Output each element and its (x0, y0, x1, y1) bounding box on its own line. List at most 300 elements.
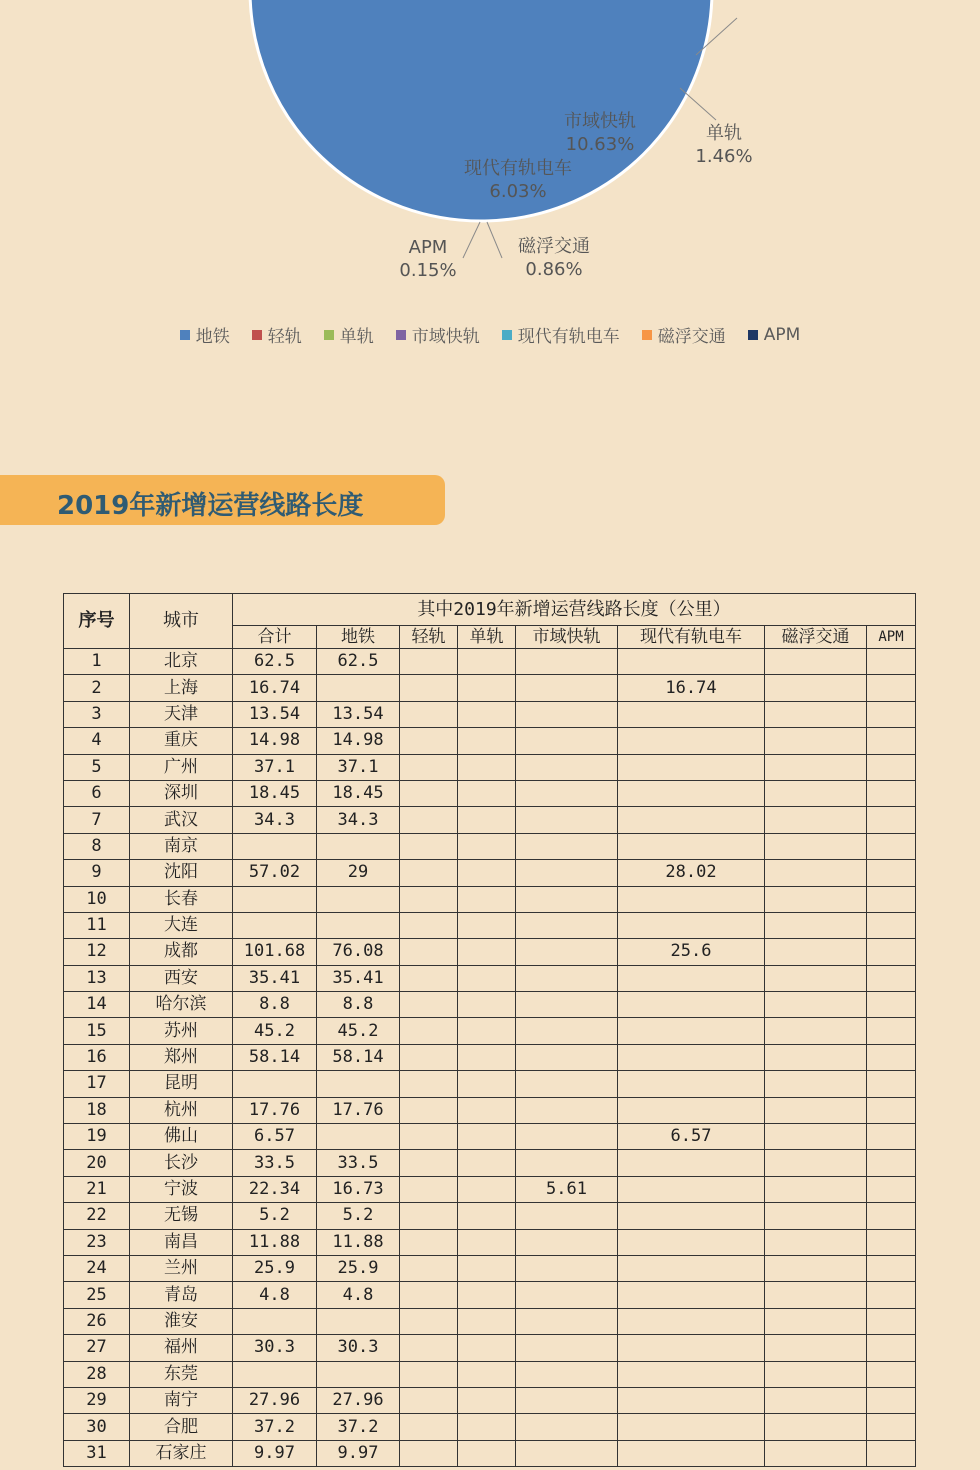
table-cell: 8.8 (317, 992, 400, 1018)
row-city: 武汉 (130, 807, 233, 833)
table-cell: 18.45 (317, 780, 400, 806)
table-cell: 25.9 (233, 1255, 317, 1281)
table-cell: 6.57 (618, 1124, 765, 1150)
table-row (64, 1071, 916, 1097)
table-cell (867, 1361, 916, 1387)
table-cell (458, 1255, 516, 1281)
table-cell (867, 1150, 916, 1176)
legend-label: 地铁 (195, 327, 230, 347)
table-cell (458, 675, 516, 701)
table-cell (458, 992, 516, 1018)
table-cell (765, 1440, 867, 1466)
table-cell (765, 1414, 867, 1440)
table-cell: 37.1 (233, 754, 317, 780)
row-city: 昆明 (130, 1071, 233, 1097)
table-cell (867, 780, 916, 806)
table-row (64, 1361, 916, 1387)
table-cell: 5.2 (233, 1203, 317, 1229)
data-table-wrapper (63, 593, 916, 1467)
row-index: 6 (64, 780, 130, 806)
table-row (64, 675, 916, 701)
table-cell (400, 649, 458, 675)
table-cell (765, 807, 867, 833)
table-cell (458, 886, 516, 912)
table-row (64, 886, 916, 912)
table-cell (516, 1414, 618, 1440)
table-cell (765, 1097, 867, 1123)
table-cell (765, 1044, 867, 1070)
table-cell: 28.02 (618, 860, 765, 886)
table-cell (317, 912, 400, 938)
table-cell (618, 1229, 765, 1255)
table-cell (618, 1150, 765, 1176)
table-cell: 45.2 (317, 1018, 400, 1044)
table-cell (458, 912, 516, 938)
table-cell (867, 1071, 916, 1097)
table-cell: 22.34 (233, 1176, 317, 1202)
table-cell (867, 1124, 916, 1150)
table-cell (400, 1229, 458, 1255)
table-cell (765, 939, 867, 965)
row-index: 30 (64, 1414, 130, 1440)
table-row (64, 1124, 916, 1150)
table-cell (516, 1071, 618, 1097)
table-cell (765, 860, 867, 886)
table-cell: 35.41 (317, 965, 400, 991)
table-cell (458, 939, 516, 965)
table-row (64, 992, 916, 1018)
row-city: 上海 (130, 675, 233, 701)
row-index: 4 (64, 728, 130, 754)
table-cell (317, 1308, 400, 1334)
table-cell (458, 649, 516, 675)
table-cell (618, 1203, 765, 1229)
table-cell: 33.5 (233, 1150, 317, 1176)
table-cell (458, 1414, 516, 1440)
table-row (64, 1255, 916, 1281)
table-cell (458, 780, 516, 806)
table-cell (765, 1229, 867, 1255)
table-cell: 5.2 (317, 1203, 400, 1229)
table-cell: 45.2 (233, 1018, 317, 1044)
table-cell (458, 1097, 516, 1123)
table-cell (765, 1176, 867, 1202)
table-cell (867, 807, 916, 833)
table-cell: 16.73 (317, 1176, 400, 1202)
table-cell (400, 965, 458, 991)
column-header: 现代有轨电车 (618, 626, 765, 649)
row-city: 天津 (130, 701, 233, 727)
table-cell (516, 992, 618, 1018)
table-cell (458, 1203, 516, 1229)
row-city: 合肥 (130, 1414, 233, 1440)
table-cell (400, 1255, 458, 1281)
column-header: APM (867, 626, 916, 649)
column-header: 地铁 (317, 626, 400, 649)
table-cell: 16.74 (233, 675, 317, 701)
leader-line-maglev (487, 222, 502, 258)
table-cell: 27.96 (317, 1387, 400, 1413)
row-index: 7 (64, 807, 130, 833)
table-cell (618, 1097, 765, 1123)
row-city: 长沙 (130, 1150, 233, 1176)
row-city: 北京 (130, 649, 233, 675)
table-cell (400, 860, 458, 886)
table-cell (458, 1335, 516, 1361)
legend-item (180, 322, 230, 347)
table-row (64, 1203, 916, 1229)
table-cell: 76.08 (317, 939, 400, 965)
table-cell: 4.8 (233, 1282, 317, 1308)
table-cell: 35.41 (233, 965, 317, 991)
table-cell (618, 754, 765, 780)
legend-label: 市域快轨 (411, 327, 480, 347)
table-cell: 34.3 (317, 807, 400, 833)
label-monorail-name: 单轨 (706, 123, 742, 144)
row-city: 兰州 (130, 1255, 233, 1281)
table-cell (867, 701, 916, 727)
row-city: 深圳 (130, 780, 233, 806)
table-cell (458, 1150, 516, 1176)
table-cell (516, 1229, 618, 1255)
row-index: 23 (64, 1229, 130, 1255)
label-suburban-rail-name: 市域快轨 (564, 111, 636, 132)
row-city: 西安 (130, 965, 233, 991)
table-cell (516, 1203, 618, 1229)
table-cell: 33.5 (317, 1150, 400, 1176)
table-cell (400, 1308, 458, 1334)
table-cell (233, 833, 317, 859)
legend-item (748, 322, 801, 347)
legend-label: APM (763, 324, 801, 345)
table-cell: 30.3 (317, 1335, 400, 1361)
row-city: 淮安 (130, 1308, 233, 1334)
table-cell (765, 1150, 867, 1176)
table-cell (400, 1176, 458, 1202)
table-cell (618, 1255, 765, 1281)
table-row (64, 649, 916, 675)
row-city: 郑州 (130, 1044, 233, 1070)
table-row (64, 1414, 916, 1440)
table-cell (765, 1282, 867, 1308)
table-cell (516, 886, 618, 912)
table-cell (400, 1414, 458, 1440)
leader-line-apm (463, 222, 480, 258)
row-city: 沈阳 (130, 860, 233, 886)
row-city: 杭州 (130, 1097, 233, 1123)
table-cell (867, 1282, 916, 1308)
table-row (64, 1282, 916, 1308)
table-cell (458, 1282, 516, 1308)
table-cell (458, 1361, 516, 1387)
legend-swatch (396, 330, 406, 340)
table-row (64, 780, 916, 806)
row-city: 无锡 (130, 1203, 233, 1229)
table-cell (516, 701, 618, 727)
legend-item (502, 322, 620, 347)
table-cell: 9.97 (317, 1440, 400, 1466)
table-cell (516, 1255, 618, 1281)
row-index: 19 (64, 1124, 130, 1150)
row-index: 1 (64, 649, 130, 675)
table-cell (765, 1071, 867, 1097)
label-maglev-name: 磁浮交通 (518, 236, 590, 257)
table-row (64, 728, 916, 754)
table-cell (400, 1018, 458, 1044)
table-cell (516, 1387, 618, 1413)
legend-swatch (252, 330, 262, 340)
row-city: 东莞 (130, 1361, 233, 1387)
table-cell (618, 701, 765, 727)
label-apm-pct: 0.15% (399, 260, 457, 281)
table-cell: 37.2 (317, 1414, 400, 1440)
data-table (63, 593, 916, 1467)
table-cell (618, 886, 765, 912)
table-cell (618, 807, 765, 833)
table-cell (618, 1176, 765, 1202)
table-cell: 25.9 (317, 1255, 400, 1281)
table-cell (765, 1387, 867, 1413)
row-city: 宁波 (130, 1176, 233, 1202)
legend-label: 磁浮交通 (657, 327, 726, 347)
label-apm-name: APM (408, 237, 448, 258)
table-row (64, 1387, 916, 1413)
table-row (64, 754, 916, 780)
table-cell (400, 939, 458, 965)
table-cell (458, 701, 516, 727)
table-cell (458, 1229, 516, 1255)
row-index: 27 (64, 1335, 130, 1361)
table-cell (400, 701, 458, 727)
table-cell: 11.88 (317, 1229, 400, 1255)
row-index: 29 (64, 1387, 130, 1413)
table-cell (400, 1150, 458, 1176)
table-cell (516, 649, 618, 675)
table-cell (400, 1361, 458, 1387)
table-cell (317, 886, 400, 912)
table-cell (867, 965, 916, 991)
table-cell (400, 992, 458, 1018)
table-cell (618, 1018, 765, 1044)
row-city: 苏州 (130, 1018, 233, 1044)
chart-legend (0, 322, 980, 347)
table-row (64, 807, 916, 833)
table-cell (458, 1440, 516, 1466)
table-cell (400, 1044, 458, 1070)
table-cell (400, 728, 458, 754)
table-cell: 57.02 (233, 860, 317, 886)
table-row (64, 939, 916, 965)
column-header: 磁浮交通 (765, 626, 867, 649)
legend-swatch (502, 330, 512, 340)
table-row (64, 1308, 916, 1334)
table-row (64, 1044, 916, 1070)
table-cell: 58.14 (317, 1044, 400, 1070)
table-cell (867, 1229, 916, 1255)
table-row (64, 965, 916, 991)
row-index: 22 (64, 1203, 130, 1229)
table-cell (458, 754, 516, 780)
legend-item (324, 322, 374, 347)
table-cell (867, 833, 916, 859)
table-cell (867, 939, 916, 965)
row-index: 8 (64, 833, 130, 859)
table-cell: 58.14 (233, 1044, 317, 1070)
row-city: 长春 (130, 886, 233, 912)
table-cell: 8.8 (233, 992, 317, 1018)
row-index: 28 (64, 1361, 130, 1387)
table-cell (516, 728, 618, 754)
table-cell (516, 912, 618, 938)
table-cell (400, 886, 458, 912)
table-cell (867, 1203, 916, 1229)
legend-swatch (324, 330, 334, 340)
table-cell (867, 1097, 916, 1123)
table-cell: 14.98 (317, 728, 400, 754)
label-tram-pct: 6.03% (489, 181, 547, 202)
legend-label: 轻轨 (267, 327, 302, 347)
table-cell (458, 1124, 516, 1150)
table-cell (400, 1071, 458, 1097)
table-cell (867, 1044, 916, 1070)
row-index: 9 (64, 860, 130, 886)
table-row (64, 833, 916, 859)
table-cell (867, 1335, 916, 1361)
table-cell (317, 1071, 400, 1097)
table-cell: 37.2 (233, 1414, 317, 1440)
row-city: 南京 (130, 833, 233, 859)
table-cell (618, 965, 765, 991)
table-cell (618, 1044, 765, 1070)
table-cell (867, 860, 916, 886)
table-cell (516, 1097, 618, 1123)
table-cell (317, 833, 400, 859)
table-cell (400, 1203, 458, 1229)
table-cell (516, 1440, 618, 1466)
table-cell (618, 1071, 765, 1097)
table-cell (516, 1124, 618, 1150)
table-cell (618, 1282, 765, 1308)
table-cell: 14.98 (233, 728, 317, 754)
table-row (64, 912, 916, 938)
row-index: 31 (64, 1440, 130, 1466)
table-row (64, 1229, 916, 1255)
row-index: 25 (64, 1282, 130, 1308)
table-cell (618, 1361, 765, 1387)
table-cell (458, 807, 516, 833)
table-cell (765, 1361, 867, 1387)
table-cell (516, 939, 618, 965)
table-cell (458, 860, 516, 886)
table-cell (516, 807, 618, 833)
table-cell (765, 1018, 867, 1044)
table-cell: 27.96 (233, 1387, 317, 1413)
table-cell: 101.68 (233, 939, 317, 965)
table-cell (458, 1018, 516, 1044)
table-cell (400, 1282, 458, 1308)
table-cell: 13.54 (233, 701, 317, 727)
table-cell: 62.5 (317, 649, 400, 675)
table-cell: 5.61 (516, 1176, 618, 1202)
table-cell (618, 1414, 765, 1440)
table-cell: 30.3 (233, 1335, 317, 1361)
row-index: 24 (64, 1255, 130, 1281)
table-cell (618, 992, 765, 1018)
table-cell: 17.76 (317, 1097, 400, 1123)
table-row (64, 1440, 916, 1466)
row-city: 大连 (130, 912, 233, 938)
row-city: 成都 (130, 939, 233, 965)
table-cell (765, 912, 867, 938)
table-cell (867, 675, 916, 701)
table-cell (400, 1387, 458, 1413)
row-city: 南昌 (130, 1229, 233, 1255)
row-index: 20 (64, 1150, 130, 1176)
table-cell (400, 833, 458, 859)
table-cell: 4.8 (317, 1282, 400, 1308)
row-city: 石家庄 (130, 1440, 233, 1466)
table-cell: 18.45 (233, 780, 317, 806)
table-cell (516, 860, 618, 886)
row-index: 21 (64, 1176, 130, 1202)
table-cell (233, 912, 317, 938)
table-cell (765, 1335, 867, 1361)
table-cell (516, 1150, 618, 1176)
table-cell: 29 (317, 860, 400, 886)
row-city: 南宁 (130, 1387, 233, 1413)
legend-swatch (180, 330, 190, 340)
legend-item (252, 322, 302, 347)
table-cell (765, 1124, 867, 1150)
table-cell (765, 1203, 867, 1229)
table-cell (400, 1097, 458, 1123)
table-cell (400, 754, 458, 780)
table-row (64, 701, 916, 727)
table-cell (516, 754, 618, 780)
row-city: 广州 (130, 754, 233, 780)
table-cell (458, 1044, 516, 1070)
label-monorail-pct: 1.46% (695, 146, 753, 167)
table-cell (233, 886, 317, 912)
row-city: 佛山 (130, 1124, 233, 1150)
table-cell (765, 833, 867, 859)
table-cell: 9.97 (233, 1440, 317, 1466)
table-cell: 6.57 (233, 1124, 317, 1150)
slice-metro (250, 0, 712, 221)
table-cell: 13.54 (317, 701, 400, 727)
row-index: 13 (64, 965, 130, 991)
row-city: 青岛 (130, 1282, 233, 1308)
table-cell (516, 1044, 618, 1070)
pie-chart (0, 0, 980, 300)
table-cell (867, 886, 916, 912)
table-cell (618, 728, 765, 754)
table-cell (400, 1440, 458, 1466)
table-cell (867, 992, 916, 1018)
label-suburban-rail-pct: 10.63% (565, 134, 635, 155)
table-row (64, 1097, 916, 1123)
table-cell (516, 833, 618, 859)
table-cell (400, 1124, 458, 1150)
table-cell: 37.1 (317, 754, 400, 780)
table-cell (867, 649, 916, 675)
table-cell (618, 649, 765, 675)
row-index: 26 (64, 1308, 130, 1334)
legend-label: 单轨 (339, 327, 374, 347)
section-banner (0, 475, 445, 525)
table-cell (867, 754, 916, 780)
table-cell (516, 1282, 618, 1308)
